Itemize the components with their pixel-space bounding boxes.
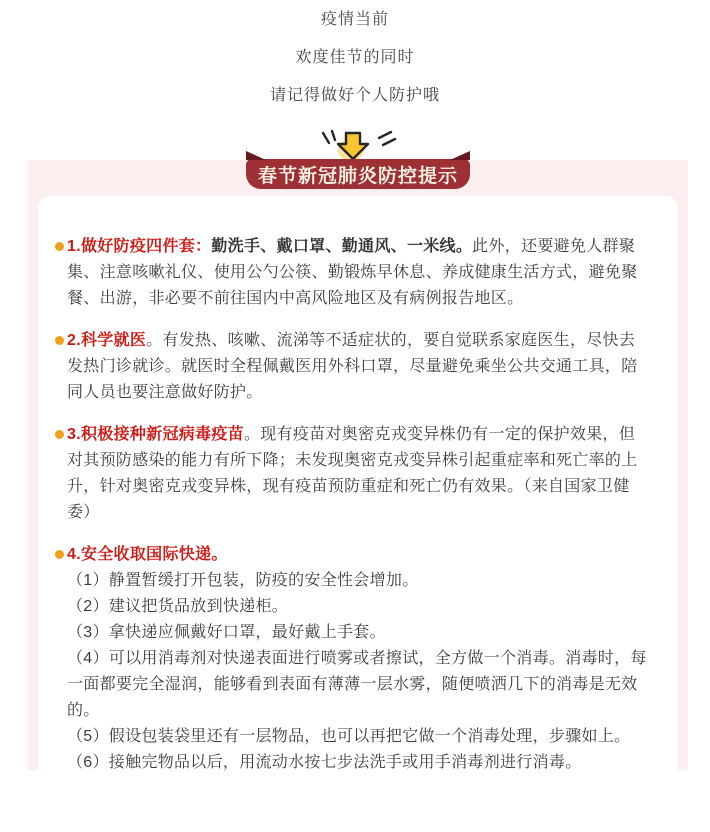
content-card: [38, 196, 678, 832]
main-section: [28, 160, 688, 770]
bullet-icon: [55, 336, 64, 345]
list-item-4: [56, 542, 648, 776]
item-2-heading: 2.科学就医: [67, 332, 147, 349]
item-1-emphasis: 勤洗手、戴口罩、勤通风、一米线。: [211, 238, 473, 255]
list-item-1: [56, 234, 648, 312]
intro-line-3: 请记得做好个人防护哦: [269, 87, 440, 104]
item-1-heading: 1.做好防疫四件套：: [67, 238, 212, 255]
item-4-heading: 4.安全收取国际快递。: [67, 546, 228, 563]
sub-item-5: （5）假设包装袋里还有一层物品，也可以再把它做一个消毒处理，步骤如上。: [67, 728, 631, 745]
list-item-3: [56, 422, 648, 526]
intro-line-2: 欢度佳节的同时: [295, 49, 415, 66]
intro-section: [0, 0, 710, 152]
sub-item-4: （4）可以用消毒剂对快递表面进行喷雾或者擦试，全方做一个消毒。消毒时，每一面都要完全湿润，能够看到表面有薄薄一层水雾，随便喷洒几下的消毒是无效的。: [67, 650, 647, 719]
sub-item-1: （1）静置暂缓打开包装，防疫的安全性会增加。: [67, 572, 419, 589]
sub-item-3: （3）拿快递应佩戴好口罩，最好戴上手套。: [67, 624, 386, 641]
sub-item-6: （6）接触完物品以后，用流动水按七步法洗手或用手消毒剂进行消毒。: [67, 754, 582, 771]
banner-title: 春节新冠肺炎防控提示: [257, 165, 458, 187]
item-4-heading-row: [67, 542, 648, 568]
item-2-body: 。有发热、咳嗽、流涕等不适症状的，要自觉联系家庭医生，尽快去发热门诊就诊。就医时全程佩戴医用外科口罩，尽量避免乘坐公共交通工具，陪同人员也要注意做好防护。: [67, 332, 638, 401]
intro-line-1: 疫情当前: [320, 11, 389, 28]
item-1-body: 此外，还要避免人群聚集、注意咳嗽礼仪、使用公勺公筷、勤锻炼早休息、养成健康生活方式，避免聚餐、出游，非必要不前往国内中高风险地区及有病例报告地区。: [67, 238, 638, 307]
bullet-icon: [55, 430, 64, 439]
item-3-heading: 3.积极接种新冠病毒疫苗: [67, 426, 244, 443]
list-item-2: [56, 328, 648, 406]
sub-item-2: （2）建议把货品放到快递柜。: [67, 598, 289, 615]
bullet-icon: [55, 242, 64, 251]
title-banner: [246, 159, 470, 189]
bullet-icon: [55, 550, 64, 559]
item-3-body: 。现有疫苗对奥密克戎变异株仍有一定的保护效果，但对其预防感染的能力有所下降；未发现奥密克戎变异株引起重症率和死亡率的上升，针对奥密克戎变异株，现有疫苗预防重症和死亡仍有效果。（来自国家卫健委）: [67, 426, 638, 521]
